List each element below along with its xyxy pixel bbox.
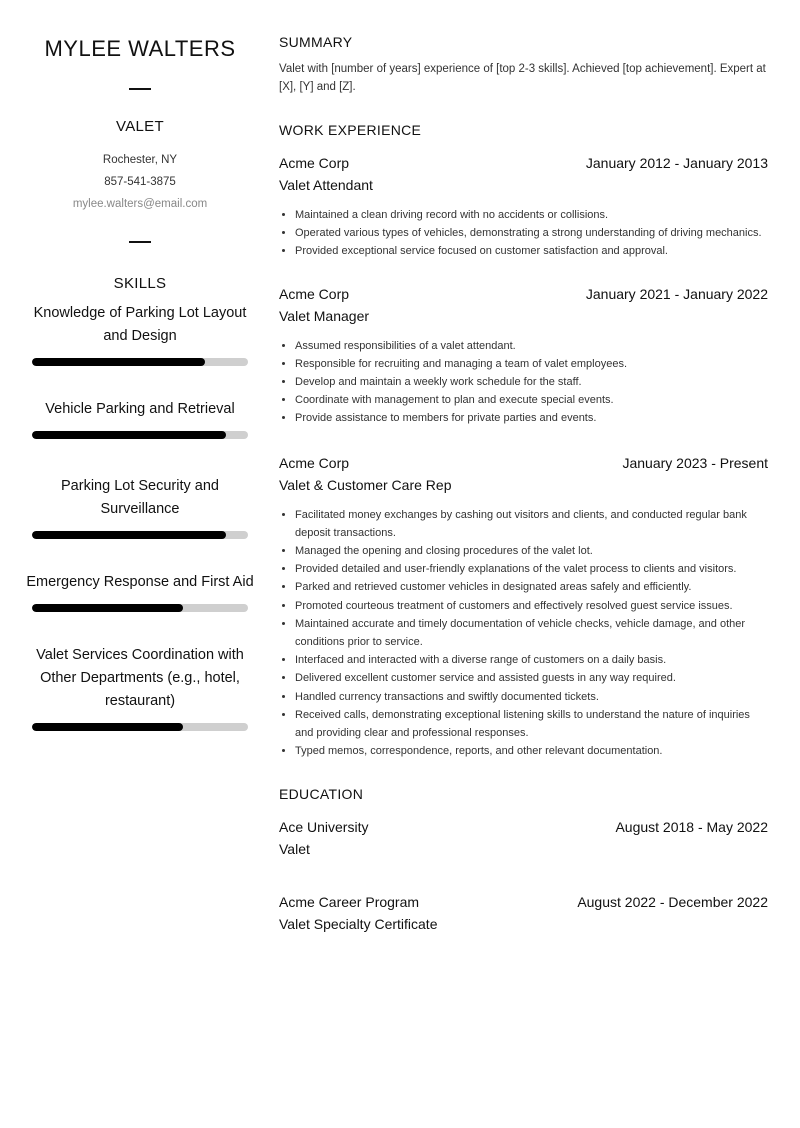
candidate-name: MYLEE WALTERS — [44, 36, 236, 61]
list-item: • Operated various types of vehicles, demonstrating a strong understanding of driving mechanics. — [295, 224, 768, 242]
degree: Valet Specialty Certificate — [279, 916, 438, 933]
education-entry — [279, 891, 768, 935]
skill-name: Vehicle Parking and Retrieval — [45, 401, 235, 417]
skill-level-bar — [32, 604, 248, 612]
divider — [129, 88, 151, 90]
education-dates: August 2018 - May 2022 — [615, 819, 768, 836]
skill-level-fill — [32, 358, 205, 366]
phone: 857-541-3875 — [104, 176, 176, 188]
summary-text: Valet with [number of years] experience of [top 2-3 skills]. Achieved [top achievement]. Expert at [X], [Y] and [Z]. — [279, 63, 766, 93]
job-header — [279, 283, 768, 305]
list-item: • Interfaced and interacted with a diverse range of customers on a daily basis. — [295, 651, 768, 669]
company-name: Acme Corp — [279, 454, 350, 471]
sidebar — [20, 28, 260, 731]
skill-level-bar — [32, 723, 248, 731]
skill-level-bar — [32, 531, 248, 539]
location: Rochester, NY — [102, 154, 178, 166]
skill-level-fill — [32, 531, 226, 539]
list-item: • Develop and maintain a weekly work schedule for the staff. — [295, 373, 768, 391]
skill-item — [20, 475, 260, 539]
list-item: • Facilitated money exchanges by cashing out visitors and clients, and conducted regular bank deposit transactions. — [295, 506, 768, 542]
job-dates: January 2012 - January 2013 — [585, 155, 768, 171]
skill-item — [20, 398, 260, 439]
list-item: • Typed memos, correspondence, reports, and other relevant documentation. — [295, 742, 768, 760]
education-entry — [279, 816, 768, 860]
job-bullets — [279, 337, 768, 428]
list-item: • Delivered excellent customer service and assisted guests in any way required. — [295, 669, 768, 687]
work-experience-heading: WORK EXPERIENCE — [279, 122, 422, 138]
skills-heading: SKILLS — [113, 275, 167, 292]
job-entry — [279, 452, 768, 761]
degree: Valet — [279, 841, 310, 858]
list-item: • Provided detailed and user-friendly explanations of the valet process to clients and visitors. — [295, 560, 768, 578]
job-position: Valet & Customer Care Rep — [279, 476, 452, 493]
list-item: • Parked and retrieved customer vehicles in designated areas safely and efficiently. — [295, 578, 768, 596]
list-item: • Coordinate with management to plan and execute special events. — [295, 391, 768, 409]
skill-level-bar — [32, 431, 248, 439]
summary-heading: SUMMARY — [279, 34, 353, 50]
job-bullets — [279, 506, 768, 761]
divider — [129, 241, 151, 243]
job-dates: January 2021 - January 2022 — [585, 285, 768, 302]
skill-level-fill — [32, 604, 183, 612]
job-dates: January 2023 - Present — [622, 454, 768, 471]
skill-name: Knowledge of Parking Lot Layout and Design — [33, 305, 247, 344]
contact-info — [20, 149, 260, 215]
skill-item — [20, 571, 260, 612]
skill-level-fill — [32, 431, 226, 439]
job-bullets — [279, 206, 768, 261]
education-heading: EDUCATION — [279, 786, 364, 803]
job-entry — [279, 283, 768, 428]
skill-name: Valet Services Coordination with Other Departments (e.g., hotel, restaurant) — [36, 647, 244, 709]
education-header — [279, 816, 768, 838]
list-item: • Assumed responsibilities of a valet attendant. — [295, 337, 768, 355]
list-item: • Handled currency transactions and swiftly documented tickets. — [295, 688, 768, 706]
main-content — [279, 34, 768, 935]
list-item: • Maintained accurate and timely documentation of vehicle checks, vehicle damage, and other conditions prior to service. — [295, 615, 768, 651]
skill-level-bar — [32, 358, 248, 366]
list-item: • Provide assistance to members for private parties and events. — [295, 409, 768, 427]
skill-level-fill — [32, 723, 183, 731]
skill-name: Parking Lot Security and Surveillance — [61, 478, 219, 517]
school-name: Ace University — [279, 819, 369, 836]
list-item: • Managed the opening and closing procedures of the valet lot. — [295, 542, 768, 560]
email-link[interactable]: mylee.walters@email.com — [72, 198, 208, 210]
job-role: VALET — [116, 118, 164, 135]
education-header — [279, 891, 768, 913]
job-position: Valet Manager — [279, 307, 370, 324]
list-item: • Provided exceptional service focused on customer satisfaction and approval. — [295, 242, 768, 260]
company-name: Acme Corp — [279, 285, 350, 302]
list-item: • Responsible for recruiting and managing a team of valet employees. — [295, 355, 768, 373]
company-name: Acme Corp — [279, 155, 350, 171]
job-entry — [279, 152, 768, 261]
school-name: Acme Career Program — [279, 894, 420, 911]
skill-name: Emergency Response and First Aid — [26, 574, 254, 590]
education-dates: August 2022 - December 2022 — [577, 894, 768, 911]
job-header — [279, 152, 768, 174]
job-header — [279, 452, 768, 474]
job-position: Valet Attendant — [279, 177, 373, 193]
skill-item — [20, 644, 260, 731]
list-item: • Promoted courteous treatment of customers and effectively resolved guest service issues. — [295, 597, 768, 615]
skill-item — [20, 302, 260, 366]
list-item: • Maintained a clean driving record with no accidents or collisions. — [295, 206, 768, 224]
list-item: • Received calls, demonstrating exceptional listening skills to understand the nature of inquiries and providing clear and professional responses. — [295, 706, 768, 742]
